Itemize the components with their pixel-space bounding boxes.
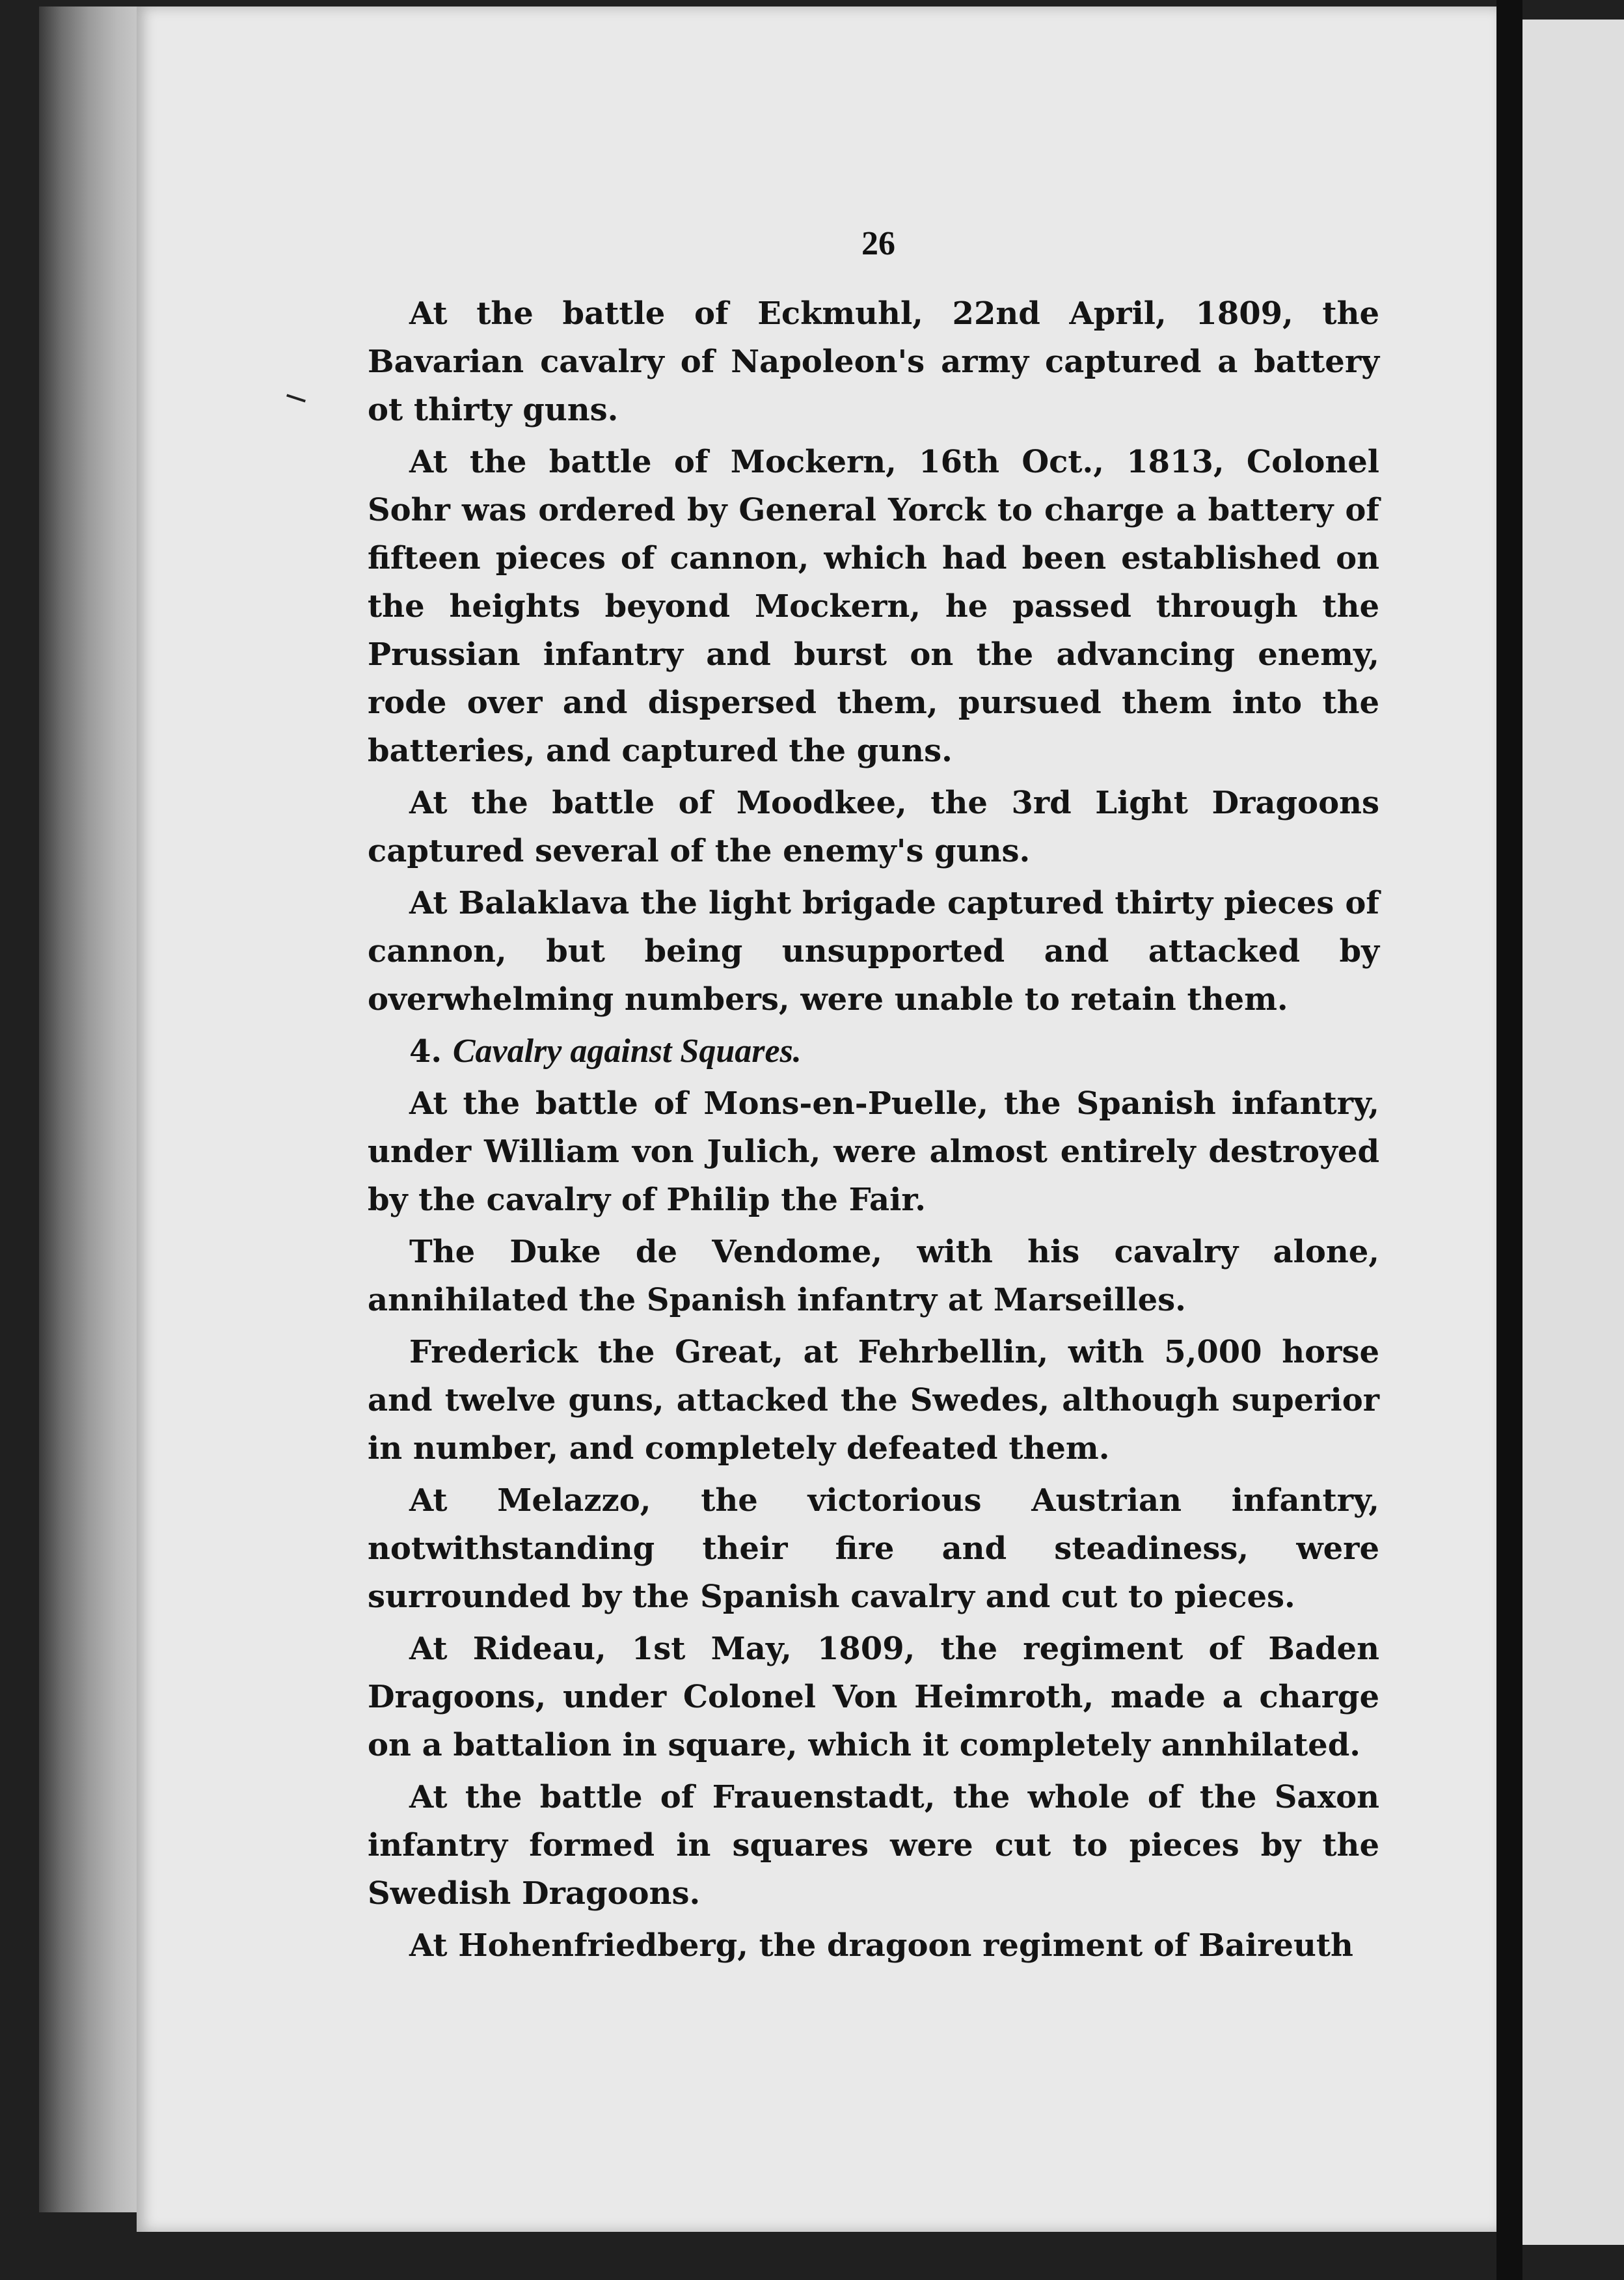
page-gutter [1496,0,1522,2280]
paragraph-mons-en-puelle: At the battle of Mons-en-Puelle, the Spanish infantry, under William von Julich, were almost entirely destroyed by the cavalry of Philip the Fair. [368,1085,1379,1218]
paragraph-moodkee: At the battle of Moodkee, the 3rd Light Dragoons captured several of the enemy's guns. [368,785,1379,869]
paragraph-frauenstadt: At the battle of Frauenstadt, the whole of the Saxon infantry formed in squares were cut to pieces by the Swedish Dragoons. [368,1779,1379,1912]
paragraph-melazzo: At Melazzo, the victorious Austrian infantry, notwithstanding their fire and steadiness, were surrounded by the Spanish cavalry and cut to pieces. [368,1482,1379,1615]
paragraph-balaklava: At Balaklava the light brigade captured thirty pieces of cannon, but being unsupported and attacked by overwhelming numbers, were unable to retain them. [368,885,1379,1018]
paragraph-mockern: At the battle of Mockern, 16th Oct., 1813, Colonel Sohr was ordered by General Yorck to charge a battery of fifteen pieces of cannon, which had been established on the heights beyond Mockern, he passed through the Prussian infantry and burst on the advancing enemy, rode over and dispersed them, pursued them into the batteries, and captured the guns. [368,444,1379,769]
paragraph-hohenfriedberg: At Hohenfriedberg, the dragoon regiment of Baireuth [409,1927,1353,1964]
body-text [368,290,1379,1974]
book-spine-edge [39,7,150,2212]
page-number: 26 [861,225,895,262]
facing-page-edge [1522,20,1624,2245]
section-number: 4. [409,1033,442,1070]
paragraph-fehrbellin: Frederick the Great, at Fehrbellin, with 5,000 horse and twelve guns, attacked the Swedes, although superior in number, and completely defeated them. [368,1334,1379,1467]
section-title: Cavalry against Squares. [452,1033,802,1070]
section-heading [368,1027,1379,1076]
paragraph-eckmuhl: At the battle of Eckmuhl, 22nd April, 1809, the Bavarian cavalry of Napoleon's army captured a battery ot thirty guns. [368,295,1379,428]
paragraph-rideau: At Rideau, 1st May, 1809, the regiment of Baden Dragoons, under Colonel Von Heimroth, made a charge on a battalion in square, which it completely annhilated. [368,1631,1379,1763]
paragraph-vendome: The Duke de Vendome, with his cavalry alone, annihilated the Spanish infantry at Marseilles. [368,1234,1379,1318]
